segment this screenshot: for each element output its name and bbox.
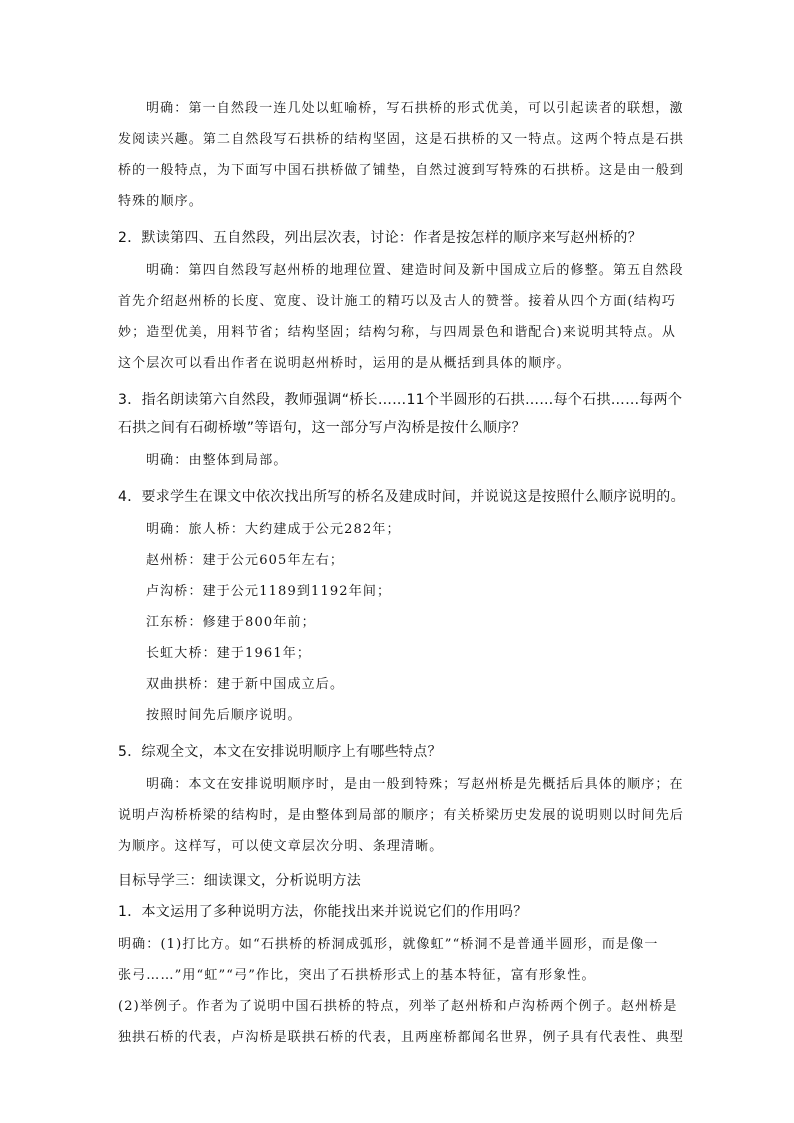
question-line: 5．综观全文，本文在安排说明顺序上有哪些特点？ — [118, 744, 442, 760]
question-line: 4．要求学生在课文中依次找出所写的桥名及建成时间，并说说这是按照什么顺序说明的。 — [118, 489, 685, 505]
body-text-line: 明确：由整体到局部。 — [146, 453, 288, 468]
body-text-line: 这个层次可以看出作者在说明赵州桥时，运用的是从概括到具体的顺序。 — [118, 356, 571, 371]
question-line: 目标导学三：细读课文，分析说明方法 — [118, 873, 362, 889]
body-text-line: 为顺序。这样写，可以使文章层次分明、条理清晰。 — [118, 839, 444, 854]
question-line: 2．默读第四、五自然段，列出层次表，讨论：作者是按怎样的顺序来写赵州桥的？ — [118, 230, 643, 246]
body-text-line: 江东桥：修建于800年前； — [146, 615, 316, 630]
question-line: 1．本文运用了多种说明方法，你能找出来并说说它们的作用吗？ — [118, 904, 528, 920]
body-text-line: 按照时间先后顺序说明。 — [146, 708, 302, 723]
body-text-line: 独拱石桥的代表，卢沟桥是联拱石桥的代表，且两座桥都闻名世界，例子具有代表性、典型 — [118, 1030, 685, 1045]
body-text-line: 双曲拱桥：建于新中国成立后。 — [146, 677, 345, 692]
body-text-line: 长虹大桥：建于1961年； — [146, 646, 312, 661]
body-text-line: 桥的一般特点，为下面写中国石拱桥做了铺垫，自然过渡到写特殊的石拱桥。这是由一般到 — [118, 163, 685, 178]
body-text-line: 张弓……”用“虹”“弓”作比，突出了石拱桥形式上的基本特征，富有形象性。 — [118, 968, 596, 983]
body-text-line: 妙；造型优美，用料节省；结构坚固；结构匀称，与四周景色和谐配合)来说明其特点。从 — [118, 325, 677, 340]
question-line: 石拱之间有石砌桥墩”等语句，这一部分写卢沟桥是按什么顺序？ — [118, 420, 526, 436]
body-text-line: 卢沟桥：建于公元1189到1192年间； — [146, 584, 392, 599]
body-text-line: (2)举例子。作者为了说明中国石拱桥的特点，列举了赵州桥和卢沟桥两个例子。赵州桥是 — [118, 999, 678, 1014]
body-text-line: 明确：第四自然段写赵州桥的地理位置、建造时间及新中国成立后的修整。第五自然段 — [146, 263, 684, 278]
body-text-line: 说明卢沟桥桥梁的结构时，是由整体到局部的顺序；有关桥梁历史发展的说明则以时间先后 — [118, 808, 685, 823]
question-line: 3．指名朗读第六自然段，教师强调“桥长……11个半圆形的石拱……每个石拱……每两个 — [118, 392, 683, 408]
body-text-line: 明确：本文在安排说明顺序时，是由一般到特殊；写赵州桥是先概括后具体的顺序；在 — [146, 777, 684, 792]
body-text-line: 明确：旅人桥：大约建成于公元282年； — [146, 522, 401, 537]
body-text-line: 特殊的顺序。 — [118, 194, 203, 209]
body-text-line: 赵州桥：建于公元605年左右； — [146, 553, 345, 568]
body-text-line: 发阅读兴趣。第二自然段写石拱桥的结构坚固，这是石拱桥的又一特点。这两个特点是石拱 — [118, 132, 685, 147]
body-text-line: 首先介绍赵州桥的长度、宽度、设计施工的精巧以及古人的赞誉。接着从四个方面(结构巧 — [118, 294, 677, 309]
body-text-line: 明确：(1)打比方。如“石拱桥的桥洞成弧形，就像虹”“桥洞不是普通半圆形，而是像一 — [118, 937, 659, 952]
body-text-line: 明确：第一自然段一连几处以虹喻桥，写石拱桥的形式优美，可以引起读者的联想，激 — [146, 101, 684, 116]
